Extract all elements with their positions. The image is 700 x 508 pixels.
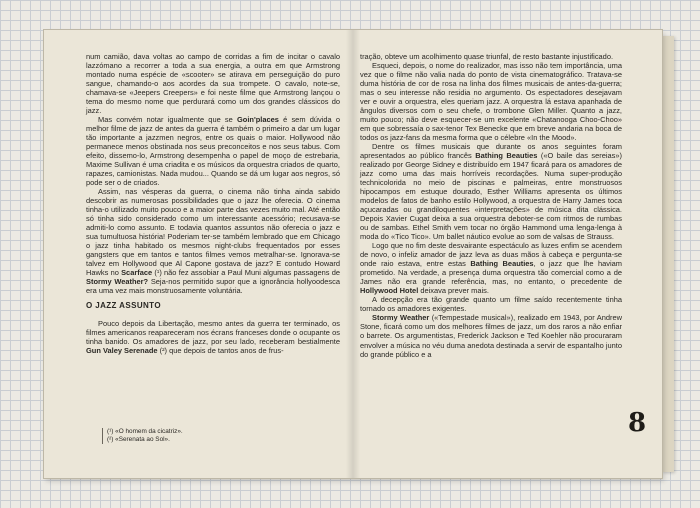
film-title: Scarface xyxy=(121,268,153,278)
paragraph: Assim, nas vésperas da guerra, o cinema não tinha ainda sabido descobrir as numerosas possibilidades que o jazz lhe oferecia. O cinema tinha-o utilizado muito pouco e a maior parte das vezes muito mal. Até então só tinha sido considerado como um interessante acessório; recusava-se admiti-lo como assunto. E todavia quantos assuntos não oferecia o jazz e sua tumultuosa história! Poderiam ter-se também lembrado que em Chicago o jazz tinha habitado os mesmos night-clubs frequentados por esses gangsters que em tantos e tantos filmes vemos metralhar-se. Ignorava-se talvez em Hollywood que Al Capone gostava de jazz? E contudo Howard Hawks no Scarface (¹) não fez assobiar a Paul Muni algumas passagens de Stormy Weather? Seja-nos permitido supor que a ignorância hollyoodesca era uma vez mais monstruosamente voluntária. xyxy=(86,187,340,296)
film-title: Stormy Weather? xyxy=(86,277,149,287)
back-cover-edge xyxy=(662,36,674,472)
film-title: Bathing Beauties xyxy=(470,259,534,269)
footnote: (¹) «O homem da cicatriz». xyxy=(107,428,183,435)
footnote: (²) «Serenata ao Sol». xyxy=(107,436,170,443)
film-title: Hollywood Hotel xyxy=(360,286,419,296)
film-title: Goin'places xyxy=(237,115,279,125)
left-column xyxy=(86,52,340,356)
film-title: Gun Valey Serenade xyxy=(86,346,158,356)
paragraph: tração, obteve um acolhimento quase triunfal, de resto bastante injustificado. xyxy=(360,52,614,61)
paragraph: Mas convém notar igualmente que se Goin'places é sem dúvida o melhor filme de jazz de antes da guerra é também o primeiro a dar um lugar tão importante a jazzmen negros, entre os quais o maior. Hollywood não permanece menos obstinada nos seus preconceitos e nos seus tabus. Com efeito, dissemo-lo, Armstrong desempenha o papel de moço de estrebaria, Maxime Sullivan é uma criadita e os músicos da orquestra criados de quarto, rapazes, camionistas. Nada mudou... Quando se dá um lugar aos negros, só pode ser o de criados. xyxy=(86,115,341,188)
page-gutter xyxy=(346,30,360,478)
paragraph: Pouco depois da Libertação, mesmo antes da guerra ter terminado, os filmes americanos reapareceram nos écrans franceses donde o ocupante os tinha banido. Os amadores de jazz, por seu lado, receberam bestialmente Gun Valey Serenade (²) que depois de tantos anos de frus- xyxy=(86,319,340,356)
film-title: Stormy Weather xyxy=(372,313,430,323)
paragraph: Logo que no fim deste desvairante espectáculo as luzes enfim se acendem de novo, o infeliz amador de jazz leva as duas mãos à cabeça e pergunta-se onde raio estava, entre estas Bathing Beauties, o jazz que lhe haviam prometido. Na verdade, a presença duma orquestra tão comercial como a de James não era grande referência, mas, no entanto, o precedente de Hollywood Hotel deixava prever mais. xyxy=(360,241,622,296)
booklet-page xyxy=(44,30,662,478)
footnotes xyxy=(102,428,183,444)
film-title: Bathing Beauties xyxy=(475,151,538,161)
paragraph: Dentre os filmes musicais que durante os anos seguintes foram apresentados ao público francês Bathing Beauties («O baile das sereias») realizado por George Sidney e distribuído em 1947 ficará para os amadores de jazz como uma das mais horríveis recordações. Numa super-produção technicolorida no meio de piscinas e palmeiras, entre monstruosos hipocampos em estuque dourado, Esther Williams apresenta os últimos modelos de fatos de banho estilo Hollywood, a orquestra de Harry James toca açucaradas ou grandiloquentes «interpretações» de música dita clássica. Depois Xavier Cugat deixa a sua orquestra deboter-se com ritmos de rumbas ou de sambas. Ethel Smith vem tocar no órgão Hammond uma lenga-lenga à moda do «Tico Tico». Um ballet náutico evolue ao som de valsas de Strauss. xyxy=(360,142,622,242)
paragraph: Stormy Weather («Tempestade musical»), realizado em 1943, por Andrew Stone, ficará como um dos melhores filmes de jazz, um dos raros a não enfiar o barrete. Os argumentistas, Frederick Jackson e Ted Koehler não procuraram envolver a música no véu duma anedota destinada a servir de espantalho junto do grande público e a xyxy=(360,313,622,359)
paragraph: Esqueci, depois, o nome do realizador, mas isso não tem importância, uma vez que o filme não valia nada do ponto de vista cinematográfico. Tratava-se duma história de cor de rosa na linha dos filmes musicais de antes-da-guerra; mas o seu interesse não residia no argumento. Os espectadores desejavam ver e ouvir a orquestra, eles queriam jazz. A orquestra lá estava apanhada de ângulos diversos com o seu chefe, o trombone Glen Miller. Quanto a jazz, muito pouco; não deve esquecer-se um excelente «Chatanooga Choo-Choo» em que sobressaía o sax-tenor Tex Benecke que em breve andaria na boca de todos os jazz-fans da mesma forma que o célebre «In the Mood». xyxy=(360,61,622,143)
section-heading: O JAZZ ASSUNTO xyxy=(86,301,161,311)
paragraph: num camião, dava voltas ao campo de corridas a fim de incitar o cavalo lazzómano a recorrer a toda a sua energia, a outra em que Armstrong montado numa espécie de «scooter» se atirava em perseguição do puro sangue, chamando-o aos acordes da sua trompete. O cavalo, note-se, chamava-se «Jeepers Creepers» e foi neste filme que Armstrong lançou o tema do mesmo nome que perdurará como um dos grandes clássicos do jazz. xyxy=(86,52,340,116)
right-column xyxy=(360,52,622,359)
paragraph: A decepção era tão grande quanto um filme saído recentemente tinha tornado os amadores exigentes. xyxy=(360,295,622,314)
page-number: 8 xyxy=(628,408,647,438)
